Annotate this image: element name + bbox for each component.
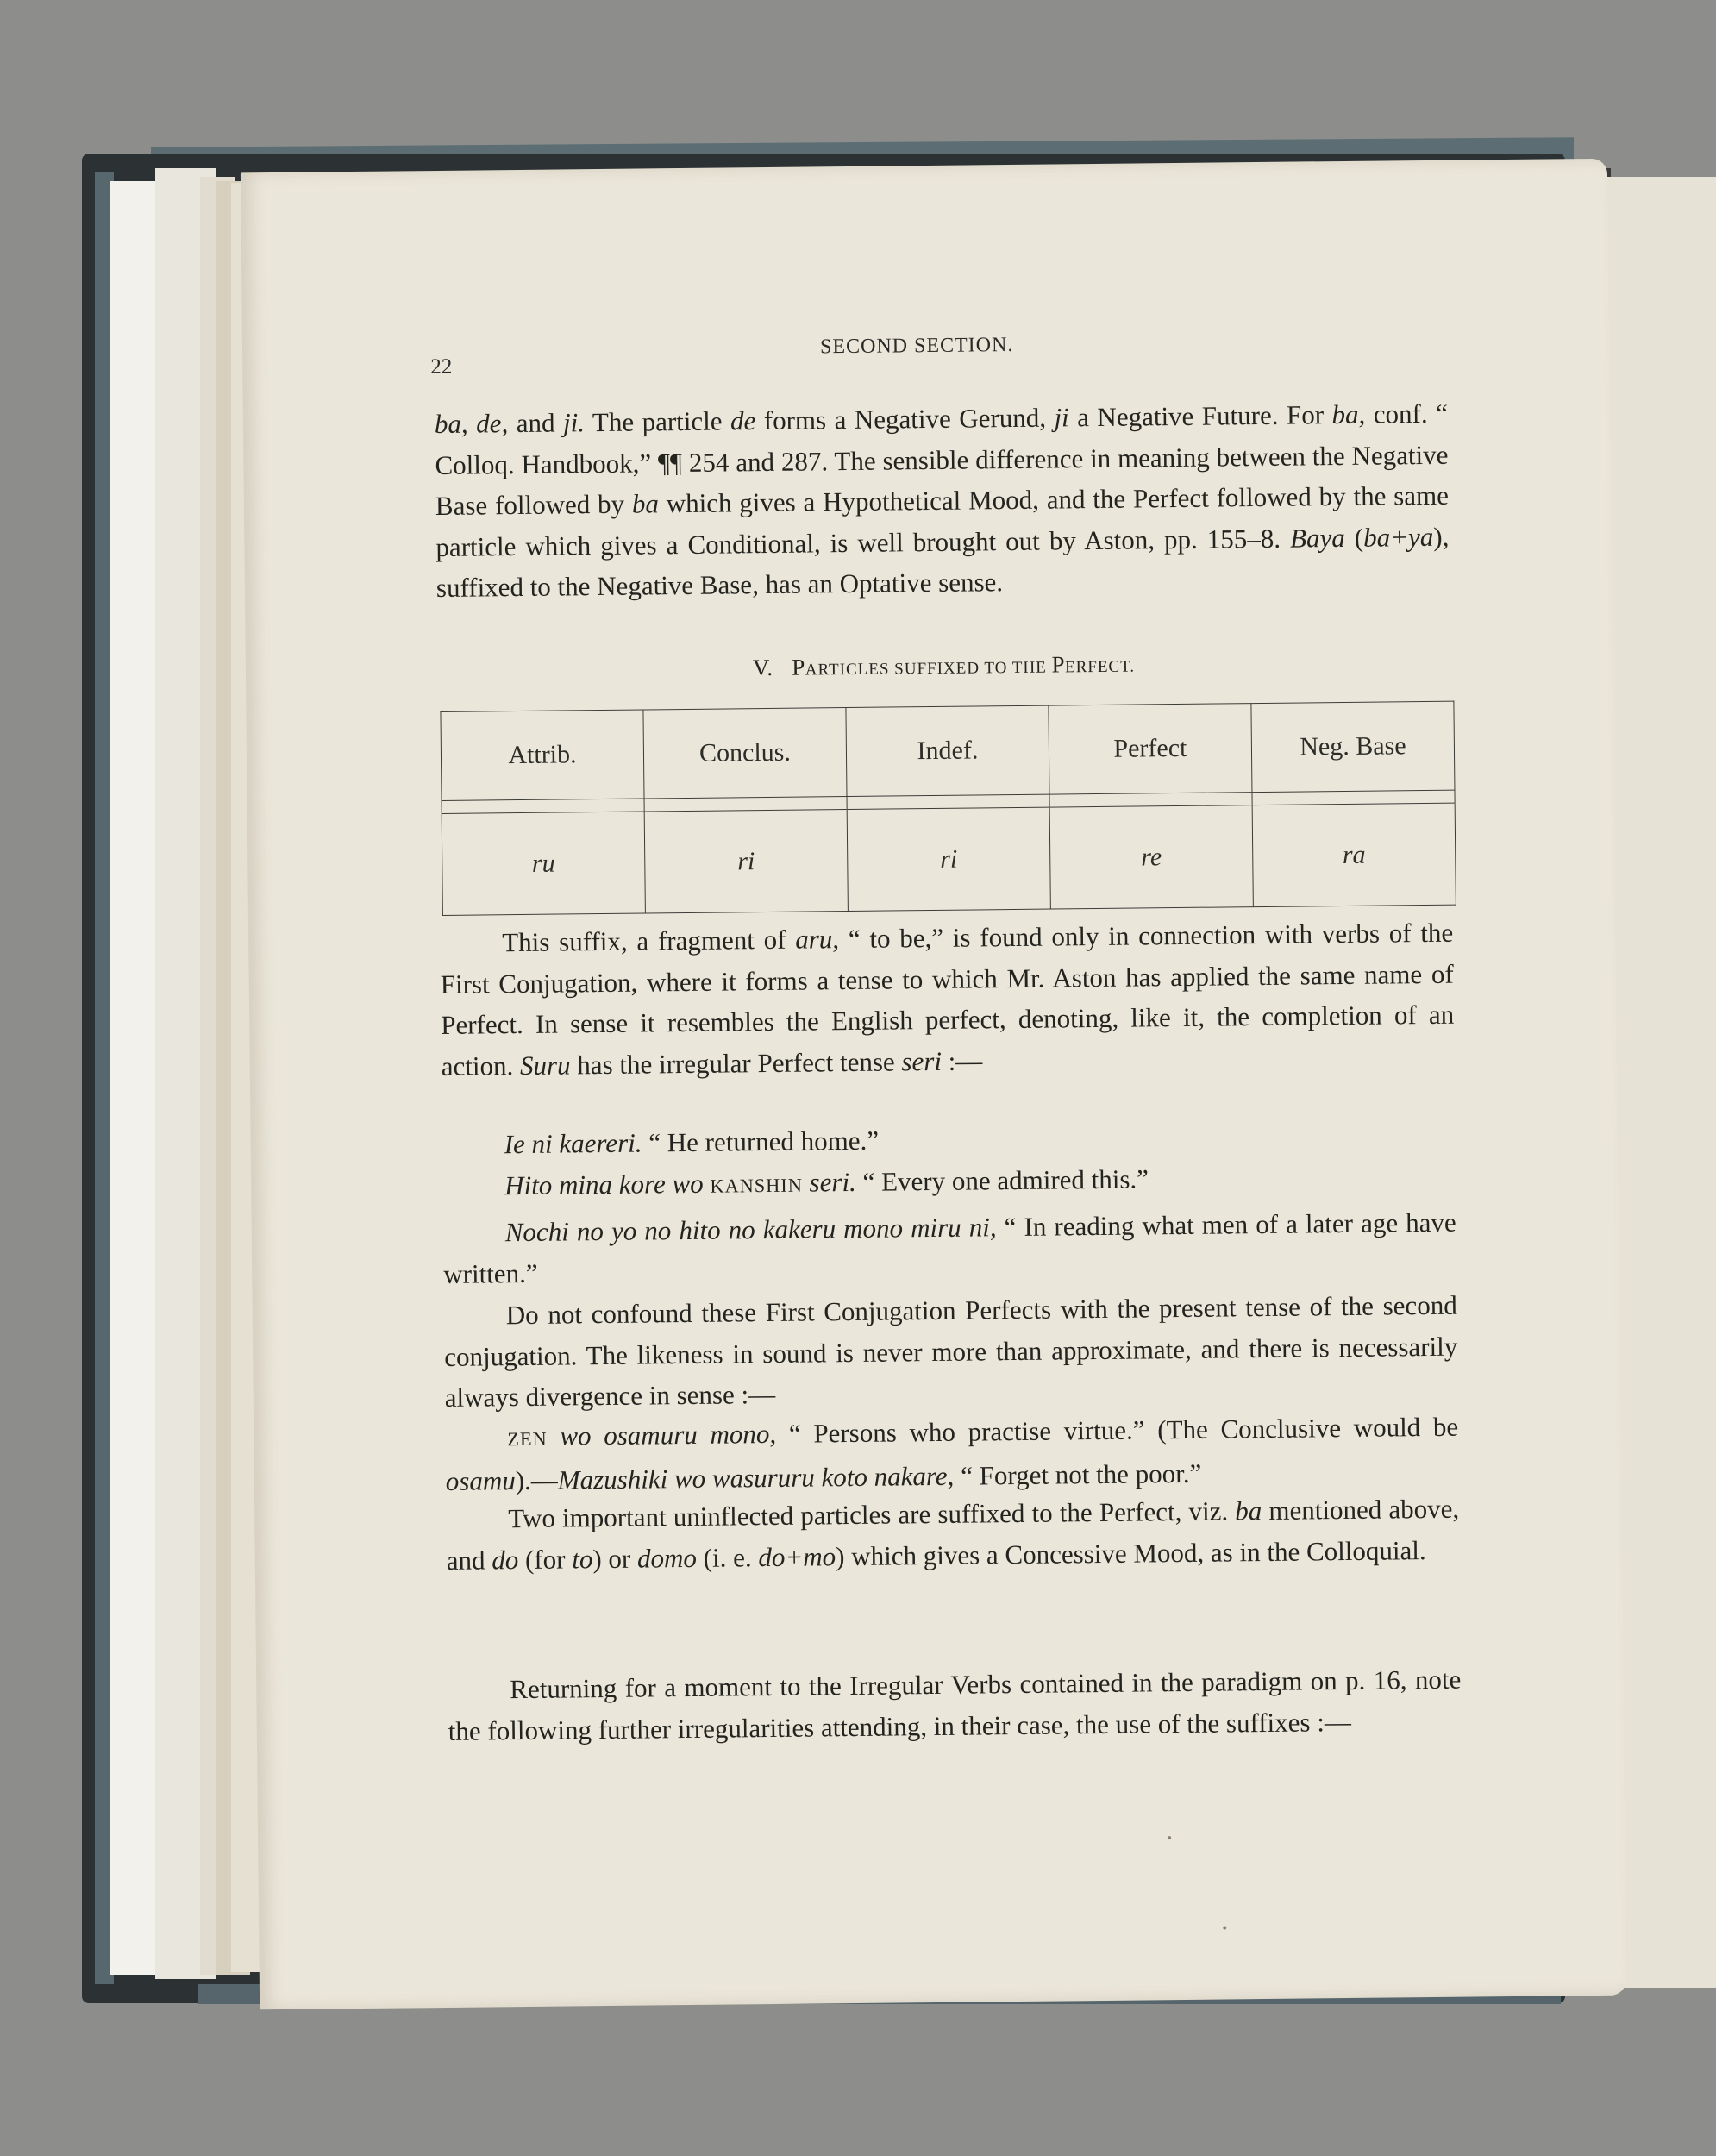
text-run: Returning for a moment to the Irregular Verbs contained in the paradigm on p. 16, note the following further irregularities attending, in their case, the use of the suffixes :— bbox=[448, 1664, 1462, 1746]
text-run: ), suffixed to the Negative Base, has an Optative sense. bbox=[435, 521, 1450, 604]
italic-run: to bbox=[572, 1543, 593, 1574]
paragraph bbox=[443, 1202, 1457, 1294]
table-value-cell: ru bbox=[442, 812, 645, 915]
text-run: ).— bbox=[515, 1464, 558, 1495]
example-sentence bbox=[504, 1125, 880, 1161]
text-run: mentioned above, and bbox=[446, 1493, 1460, 1576]
italic-run: domo bbox=[636, 1542, 698, 1574]
text-run: which gives a Hypothetical Mood, and the Perfect followed by the same particle which gives a Conditional, is well brought out by Aston, pp. 155–8. bbox=[435, 479, 1450, 562]
italic-run: Hito mina kore wo bbox=[504, 1168, 704, 1201]
text-run: has the irregular Perfect tense bbox=[570, 1045, 902, 1080]
table-title bbox=[437, 648, 1450, 685]
table-numeral: V. bbox=[752, 654, 773, 681]
text-run: “ In reading what men of a later age have written.” bbox=[443, 1206, 1456, 1289]
paragraph bbox=[440, 912, 1455, 1087]
paper-speck bbox=[1223, 1926, 1226, 1929]
table-header-cell: Neg. Base bbox=[1251, 701, 1455, 792]
smallcaps-run: KANSHIN bbox=[710, 1174, 803, 1197]
table-header-cell: Attrib. bbox=[441, 710, 644, 800]
italic-run: ba, bbox=[1331, 398, 1366, 430]
table-header-cell: Perfect bbox=[1049, 704, 1252, 794]
text-run: :— bbox=[941, 1044, 983, 1076]
italic-run: aru, bbox=[795, 924, 840, 955]
paragraph bbox=[444, 1285, 1458, 1419]
text-run: Do not confound these First Conjugation Perfects with the present tense of the second conjugation. The likeness in sound is never more than approximate, and there is necessarily always divergence in sense :— bbox=[444, 1289, 1458, 1413]
table-value-cell: ri bbox=[644, 810, 848, 913]
italic-run: Nochi no yo no hito no kakeru mono miru ni, bbox=[504, 1212, 997, 1248]
italic-run: Suru bbox=[519, 1049, 571, 1081]
italic-run: seri bbox=[901, 1045, 943, 1076]
text-run: “ Every one admired this.” bbox=[855, 1163, 1149, 1197]
smallcaps-run: ZEN bbox=[507, 1427, 548, 1451]
text-run: (for bbox=[518, 1543, 573, 1575]
italic-run: ba bbox=[631, 488, 660, 519]
italic-run: ba, de, bbox=[434, 408, 509, 440]
text-run: conf. “ Colloq. Handbook,” ¶¶ 254 and 287. The sensible difference in meaning between the Negative Base followed by bbox=[435, 398, 1449, 522]
text-run: “ Forget not the poor.” bbox=[954, 1457, 1202, 1491]
italic-run: do+mo bbox=[758, 1540, 836, 1572]
paragraph bbox=[446, 1489, 1460, 1581]
page-number: 22 bbox=[430, 354, 453, 379]
italic-run: osamu bbox=[445, 1464, 516, 1496]
table-title-smallcaps: ARTICLES SUFFIXED TO THE bbox=[805, 658, 1052, 680]
text-run: The particle bbox=[584, 405, 731, 438]
table-title-initial: P bbox=[1051, 651, 1066, 678]
book-page bbox=[241, 159, 1626, 2009]
italic-run: wo osamuru mono, bbox=[560, 1418, 777, 1451]
table-header-row bbox=[441, 701, 1455, 800]
table-title-initial: P bbox=[792, 654, 805, 680]
text-run: and bbox=[508, 407, 564, 439]
paragraph bbox=[448, 1659, 1462, 1752]
italic-run: ji. bbox=[562, 407, 586, 438]
text-run: “ Persons who practise virtue.” (The Conclusive would be bbox=[775, 1411, 1459, 1449]
example-sentence bbox=[504, 1163, 1149, 1201]
italic-run: Baya bbox=[1289, 522, 1345, 554]
table-value-row bbox=[442, 803, 1456, 915]
text-run: “ He returned home.” bbox=[642, 1125, 880, 1158]
italic-run: do bbox=[492, 1544, 519, 1575]
paragraph bbox=[445, 1407, 1459, 1501]
italic-run: Ie ni kaereri. bbox=[504, 1127, 642, 1160]
italic-run: ji bbox=[1054, 402, 1069, 433]
text-run: This suffix, a fragment of bbox=[502, 924, 796, 958]
paper-speck bbox=[1168, 1836, 1171, 1839]
text-run: ) or bbox=[592, 1543, 638, 1574]
text-run: ) which gives a Concessive Mood, as in the Colloquial. bbox=[835, 1534, 1426, 1571]
table-title-smallcaps: ERFECT. bbox=[1064, 657, 1136, 677]
text-run: “ to be,” is found only in connection with verbs of the First Conjugation, where it forms a tense to which Mr. Aston has applied the same name of Perfect. In sense it resembles the English perfect, denoting, like it, the completion of an action. bbox=[440, 917, 1455, 1081]
text-run: a Negative Future. For bbox=[1068, 399, 1332, 433]
text-run bbox=[547, 1421, 560, 1451]
table-value-cell: re bbox=[1049, 805, 1253, 909]
table-value-cell: ri bbox=[847, 807, 1050, 911]
table-header-cell: Indef. bbox=[846, 705, 1049, 796]
italic-run: seri. bbox=[809, 1166, 857, 1198]
text-run: Two important uninflected particles are suffixed to the Perfect, viz. bbox=[508, 1495, 1236, 1534]
table-header-cell: Conclus. bbox=[643, 708, 847, 799]
paragraph bbox=[435, 393, 1450, 609]
italic-run: ba bbox=[1235, 1495, 1262, 1526]
italic-run: Mazushiki wo wasururu koto nakare, bbox=[557, 1460, 955, 1495]
italic-run: de bbox=[730, 405, 756, 436]
italic-run: ba+ya bbox=[1362, 521, 1434, 553]
table-value-cell: ra bbox=[1252, 803, 1456, 906]
text-run: ( bbox=[1344, 522, 1364, 553]
text-run: forms a Negative Gerund, bbox=[755, 402, 1055, 436]
text-run: (i. e. bbox=[696, 1541, 759, 1573]
running-head: SECOND SECTION. bbox=[819, 333, 1014, 359]
suffix-table bbox=[440, 701, 1456, 916]
